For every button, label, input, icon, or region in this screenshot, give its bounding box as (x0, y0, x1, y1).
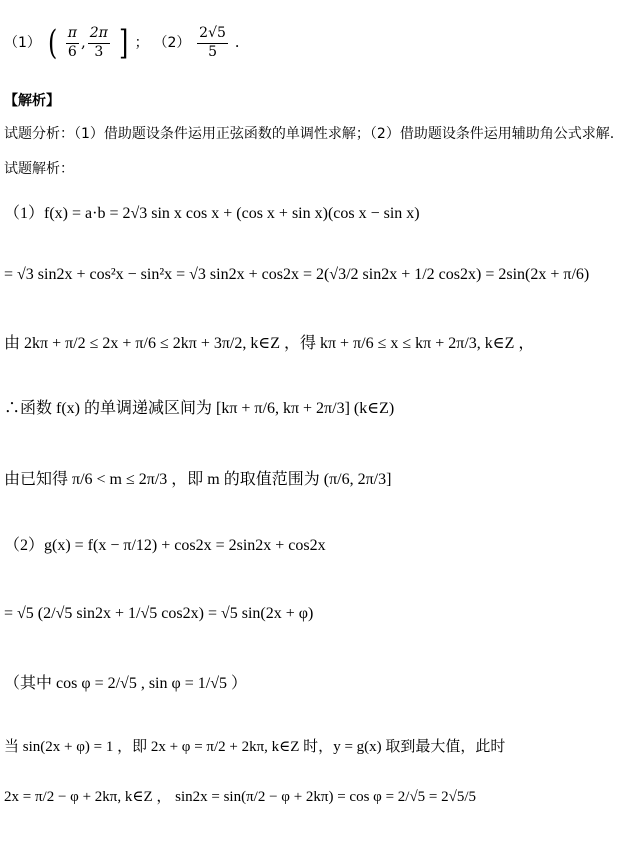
close-bracket: ] (118, 23, 128, 63)
solution-line-2: = √3 sin2x + cos²x − sin²x = √3 sin2x + cos2x = 2(√3/2 sin2x + 1/2 cos2x) = 2sin(2x + π/6) (4, 266, 590, 283)
solution-line-7: = √5 (2/√5 sin2x + 1/√5 cos2x) = √5 sin(2x + φ) (4, 605, 314, 622)
section-title: 【解析】 (4, 93, 60, 109)
solution-title: 试题解析： (4, 161, 74, 177)
fraction: $\frac{2√5}{5}$ (199, 25, 226, 60)
solution-line-6: （2）g(x) = f(x − π/12) + cos2x = 2sin2x + cos2x (4, 537, 326, 554)
solution-line-10: 2x = π/2 − φ + 2kπ, k∈Z ， sin2x = sin(π/2 − φ + 2kπ) = cos φ = 2/√5 = 2√5/5 (4, 789, 477, 805)
solution-line-8: （其中 cos φ = 2/√5 , sin φ = 1/√5 ） (4, 675, 247, 692)
solution-line-5: 由已知得 π/6 < m ≤ 2π/3 ，即 m 的取值范围为 (π/6, 2π/3] (4, 471, 392, 488)
solution-line-3: 由 2kπ + π/2 ≤ 2x + π/6 ≤ 2kπ + 3π/2, k∈Z ，得 kπ + π/6 ≤ x ≤ kπ + 2π/3, k∈Z ， (4, 335, 535, 352)
answer-line: （1） ( $\frac{\pi}{6}$ , $\frac{2\pi}{3}$ ] ； （2） $\frac{2√5}{5}$ . (4, 23, 240, 63)
fraction: $\frac{2\pi}{3}$ (89, 25, 108, 60)
analysis-text: 试题分析：（1）借助题设条件运用正弦函数的单调性求解；（2）借助题设条件运用辅助角公式求解. (4, 126, 615, 142)
fraction: $\frac{\pi}{6}$ (67, 25, 77, 60)
separator: ； (134, 35, 149, 51)
period: . (234, 33, 240, 51)
solution-line-4: ∴函数 f(x) 的单调递减区间为 [kπ + π/6, kπ + 2π/3] (k∈Z) (4, 400, 395, 417)
part2-label: （2） (153, 35, 191, 51)
part1-label: （1） (4, 35, 41, 51)
solution-line-1: （1）f(x) = a·b = 2√3 sin x cos x + (cos x + sin x)(cos x − sin x) (4, 205, 420, 222)
open-paren: ( (47, 23, 57, 63)
solution-line-9: 当 sin(2x + φ) = 1 ，即 2x + φ = π/2 + 2kπ, k∈Z 时，y = g(x) 取到最大值，此时 (4, 739, 506, 755)
